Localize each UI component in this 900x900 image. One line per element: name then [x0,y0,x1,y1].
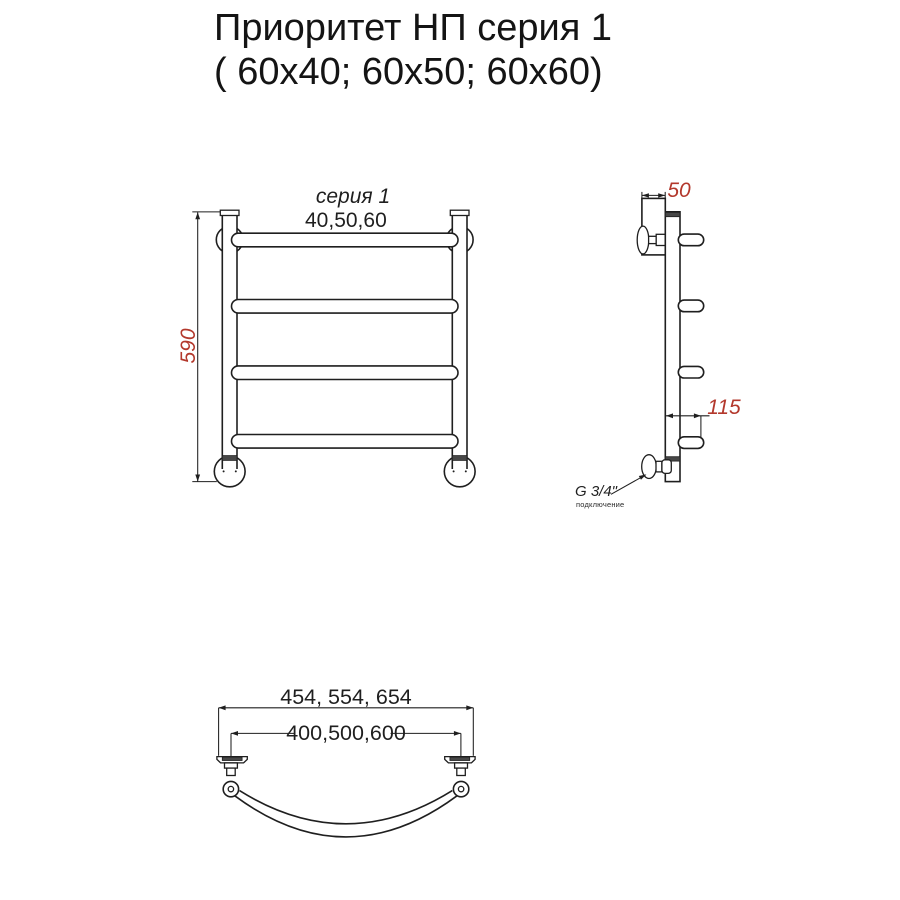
thread-size-label: G 3/4" [575,483,618,500]
rung [232,435,459,449]
post-cap [220,210,239,215]
union-fitting [656,461,662,472]
thread-note-label: подключение [576,500,625,509]
rung-end [678,366,703,378]
rung [232,233,459,247]
union-fitting [662,460,671,474]
rung-end [678,234,703,246]
overall-width-dimension-text: 454, 554, 654 [280,685,412,709]
side-view-drawing [611,192,710,494]
depth-dimension-text: 50 [667,179,691,202]
rung [232,366,459,380]
curved-rung-outer [235,796,457,837]
page-title-line1: Приоритет НП серия 1 [214,7,613,49]
depth-dimension-line [642,192,665,199]
post-joint-band [222,456,237,461]
left-post [222,212,237,469]
right-bracket-plan [445,757,475,797]
left-bracket-plan [217,757,247,797]
series-label: серия 1 [315,185,391,208]
front-view-drawing [192,210,475,487]
rung-end [678,300,703,312]
axis-width-dimension-text: 400,500,600 [286,721,406,745]
rung [232,300,459,314]
height-dimension-text: 590 [177,328,200,364]
rung-end [678,437,703,449]
post-joint-band [665,212,680,216]
lower-rung-dimension-text: 115 [707,396,741,419]
width-options-label: 40,50,60 [305,209,387,232]
post-cap [450,210,469,215]
post-joint-band [452,456,467,461]
top-escutcheon [637,226,649,254]
right-post [452,212,467,469]
bracket-stem [656,234,665,245]
bracket-stem [649,236,657,243]
page-title-line2: ( 60x40; 60x50; 60x60) [214,51,603,93]
